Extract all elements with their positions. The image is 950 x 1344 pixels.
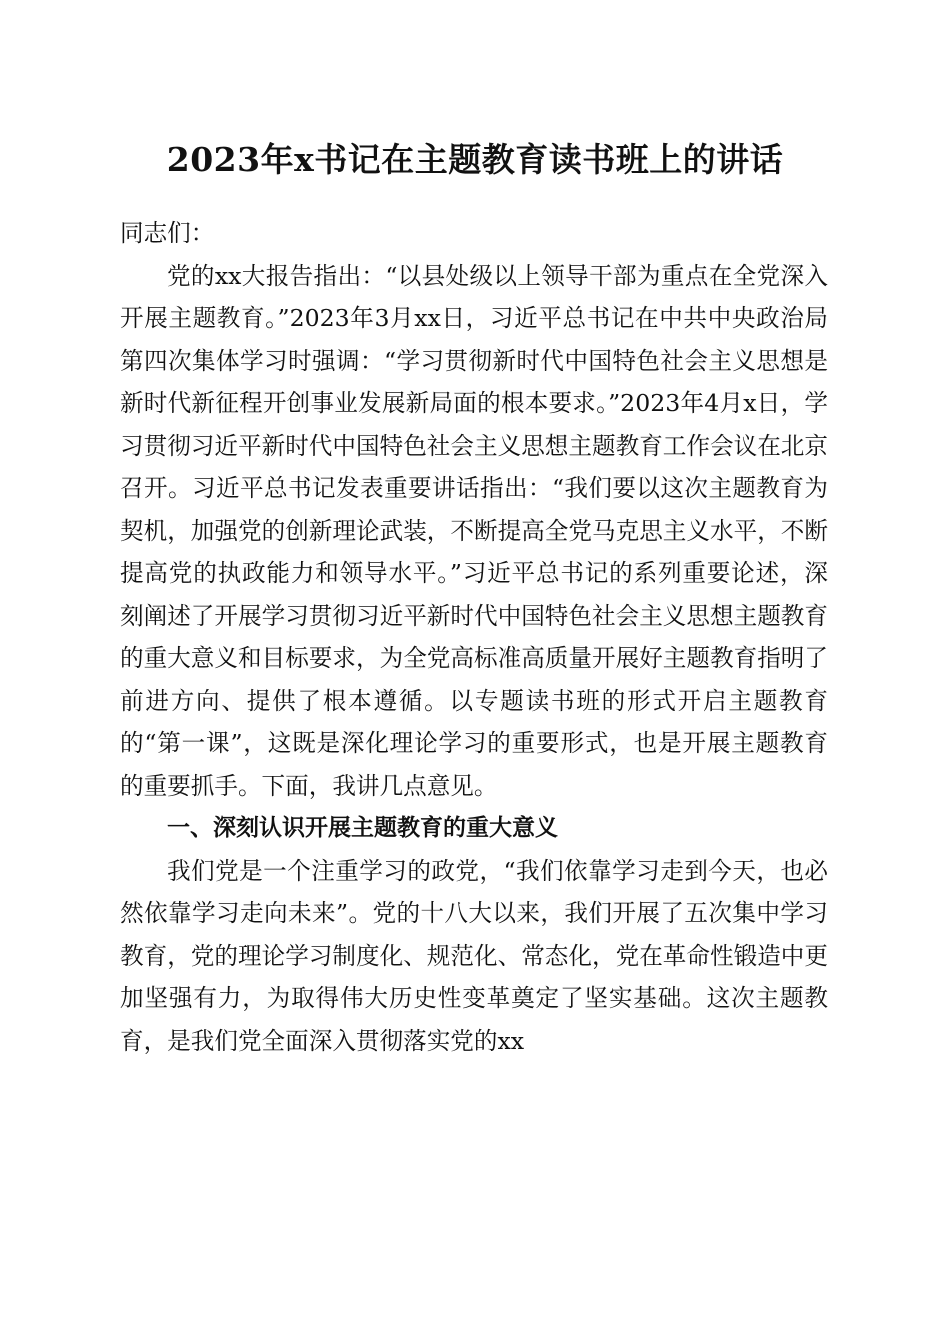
document-title: 2023年x书记在主题教育读书班上的讲话 [166,140,784,179]
salutation: 同志们： [120,219,215,247]
section-1-paragraph: 我们党是一个注重学习的政党，“我们依靠学习走到今天，也必然依靠学习走向未来”。党的十八大以来，我们开展了五次集中学习教育，党的理论学习制度化、规范化、常态化，党在革命性锻造中更加坚强有力，为取得伟大历史性变革奠定了坚实基础。这次主题教育，是我们党全面深入贯彻落实党的xx [120,856,828,1055]
section-heading-1: 一、深刻认识开展主题教育的重大意义 [167,815,558,841]
intro-paragraph: 党的xx大报告指出：“以县处级以上领导干部为重点在全党深入开展主题教育。”2023年3月xx日，习近平总书记在中共中央政治局第四次集体学习时强调：“学习贯彻新时代中国特色社会主义思想是新时代新征程开创事业发展新局面的根本要求。”2023年4月x日，学习贯彻习近平新时代中国特色社会主义思想主题教育工作会议在北京召开。习近平总书记发表重要讲话指出：“我们要以这次主题教育为契机，加强党的创新理论武装，不断提高全党马克思主义水平，不断提高党的执政能力和领导水平。”习近平总书记的系列重要论述，深刻阐述了开展学习贯彻习近平新时代中国特色社会主义思想主题教育的重大意义和目标要求，为全党高标准高质量开展好主题教育指明了前进方向、提供了根本遵循。以专题读书班的形式开启主题教育的“第一课”，这既是深化理论学习的重要形式，也是开展主题教育的重要抓手。下面，我讲几点意见。 [120,261,828,800]
document-body [120,212,828,1062]
